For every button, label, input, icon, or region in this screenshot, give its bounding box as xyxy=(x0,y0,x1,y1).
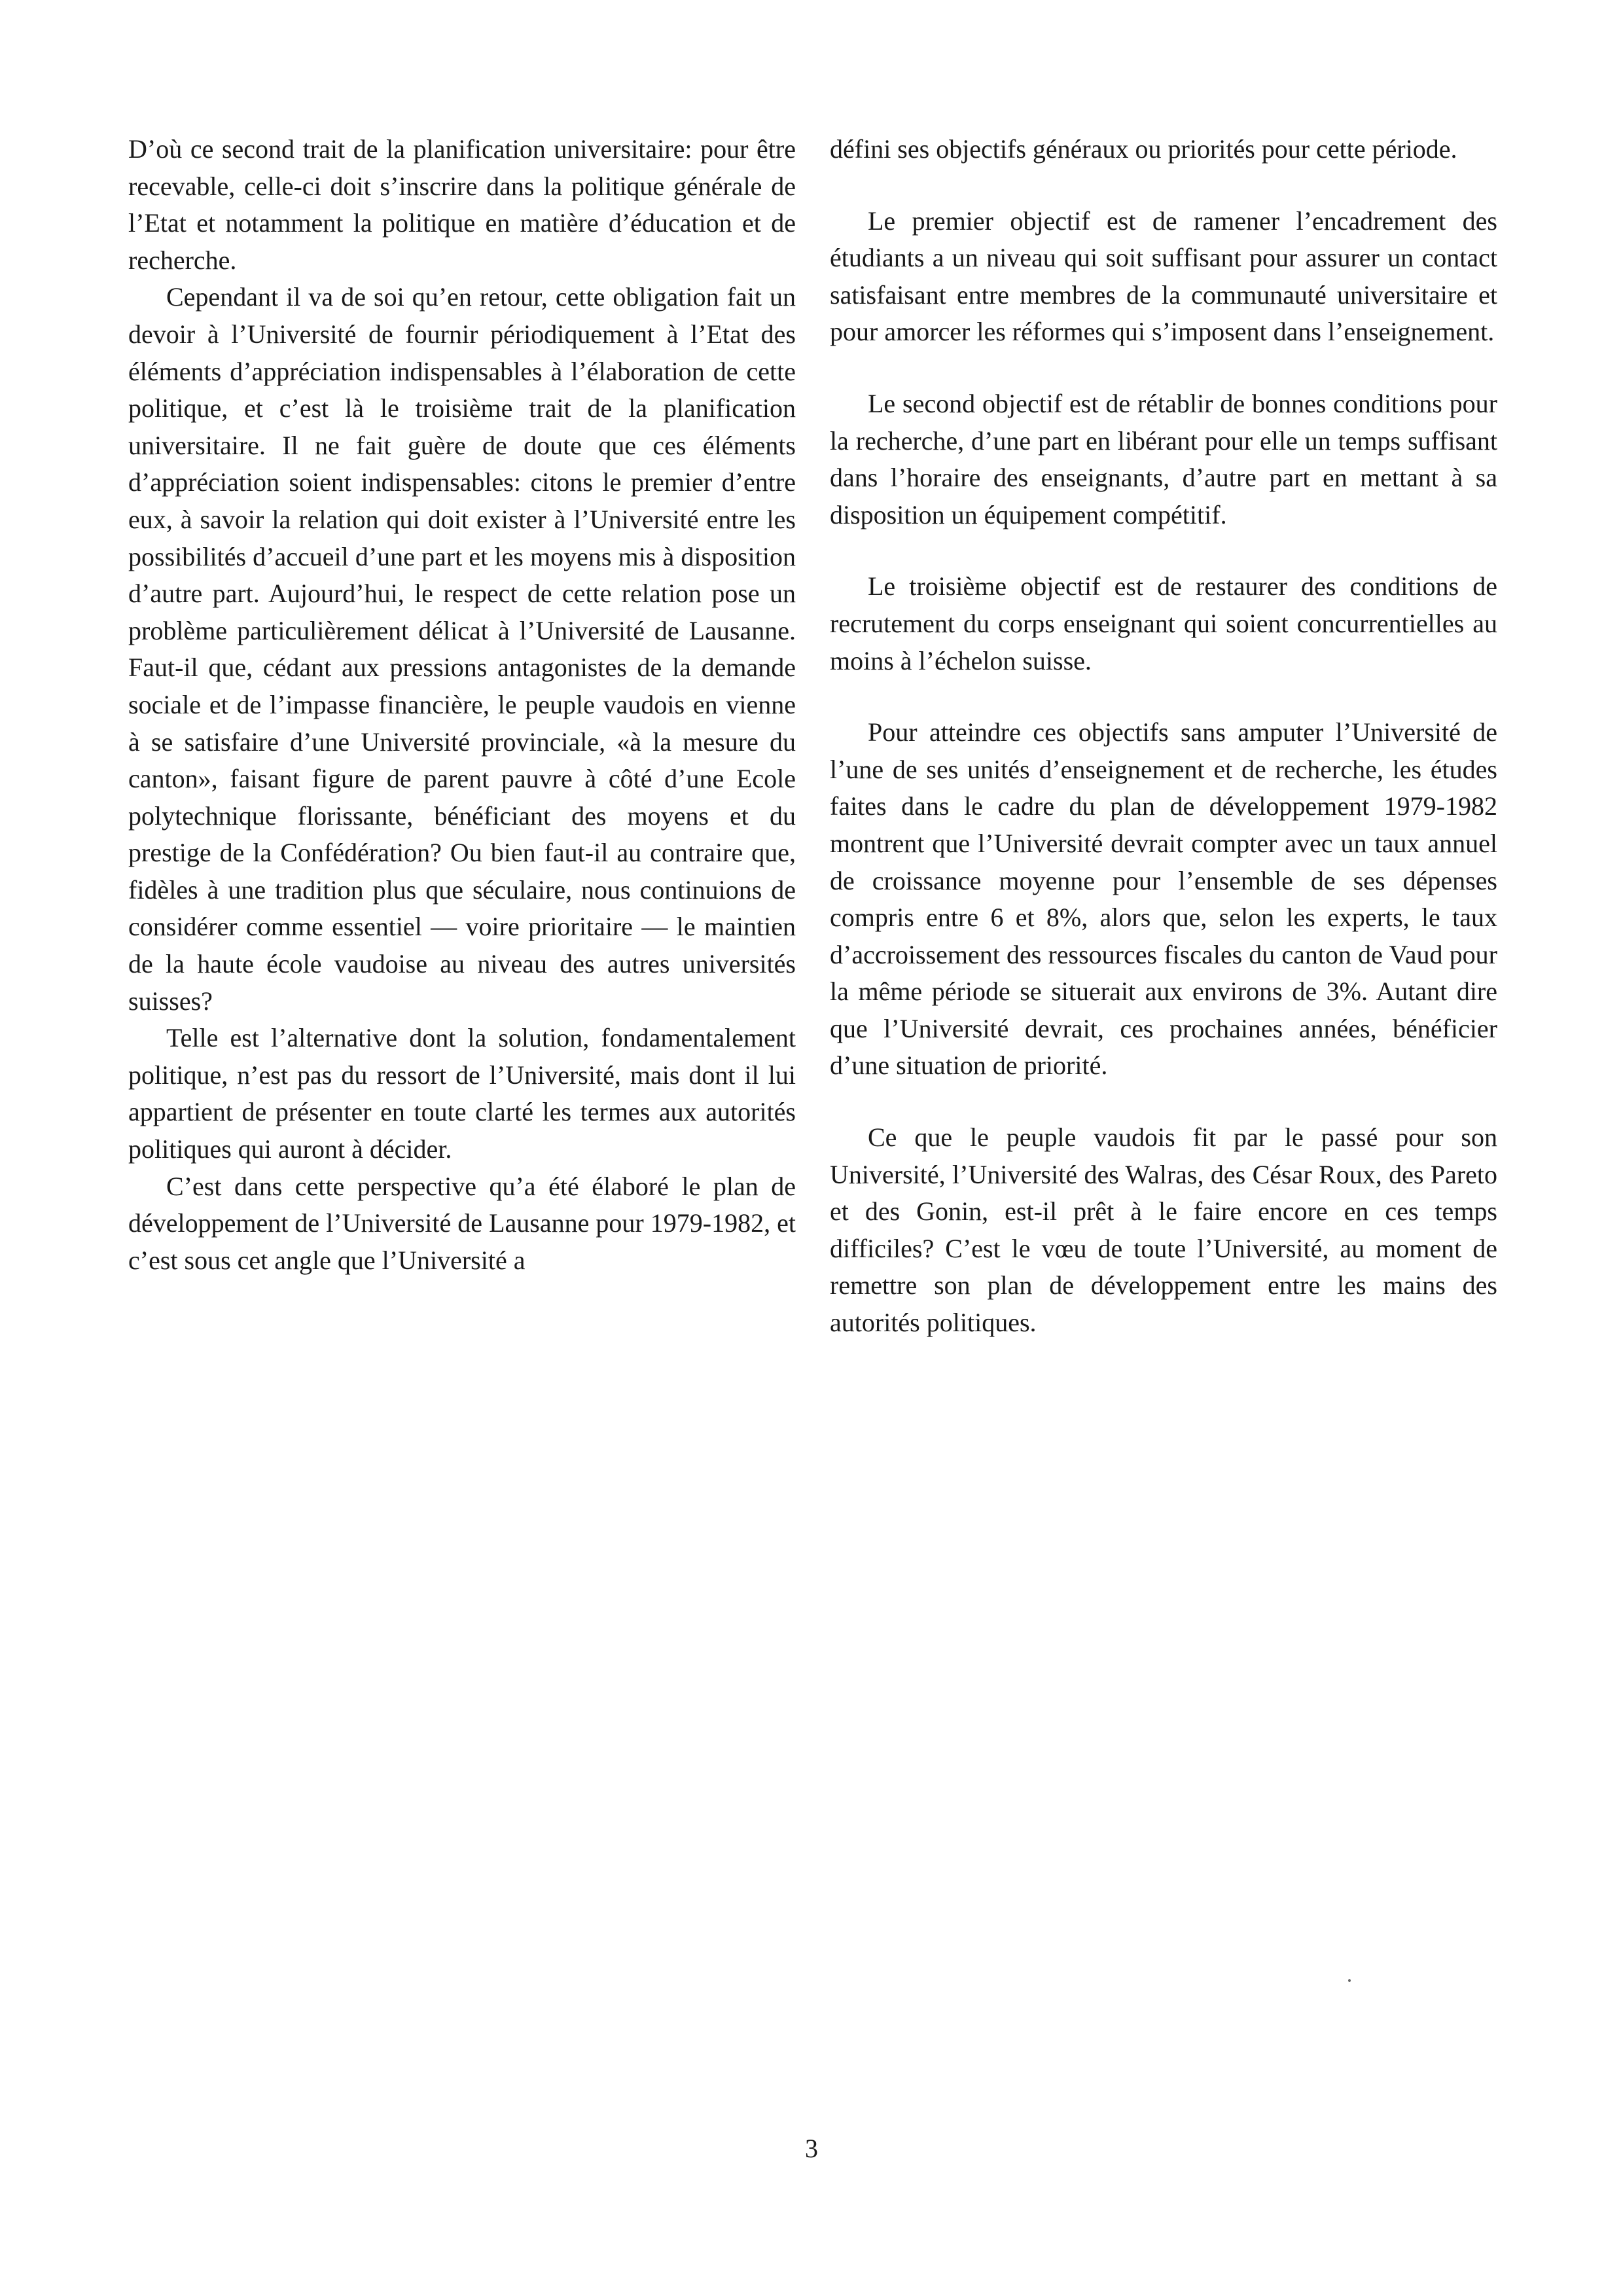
paragraph: D’où ce second trait de la planification universitaire: pour être recevable, celle-ci doit s’inscrire dans la politique générale de l’Etat et notamment la politique en matière d’éducation et de recherche. xyxy=(128,134,796,275)
paragraph: Cependant il va de soi qu’en retour, cette obligation fait un devoir à l’Université de fournir périodiquement à l’Etat des éléments d’appréciation indispensables à l’élaboration de cette politique, et c’est là le troisième trait de la planification universitaire. Il ne fait guère de doute que ces éléments d’appréciation soient indispensables: citons le premier d’entre eux, à savoir la relation qui doit exister à l’Université entre les possibilités d’accueil d’une part et les moyens mis à disposition d’autre part. Aujourd’hui, le respect de cette relation pose un problème particulièrement délicat à l’Université de Lausanne. Faut-il que, cédant aux pressions antagonistes de la demande sociale et de l’impasse financière, le peuple vaudois en vienne à se satisfaire d’une Université provinciale, «à la mesure du canton», faisant figure de parent pauvre à côté d’une Ecole polytechnique florissante, bénéficiant des moyens et du prestige de la Confédération? Ou bien faut-il au contraire que, fidèles à une tradition plus que séculaire, nous continuions de considérer comme essentiel — voire prioritaire — le maintien de la haute école vaudoise au niveau des autres universités suisses? xyxy=(128,282,796,1016)
right-text-column xyxy=(830,131,1497,1342)
paragraph: C’est dans cette perspective qu’a été élaboré le plan de développement de l’Université de Lausanne pour 1979-1982, et c’est sous cet angle que l’Université a xyxy=(128,1171,796,1275)
paragraph: Telle est l’alternative dont la solution, fondamentalement politique, n’est pas du ressort de l’Université, mais dont il lui appartient de présenter en toute clarté les termes aux autorités politiques qui auront à décider. xyxy=(128,1023,796,1164)
paragraph: Le second objectif est de rétablir de bonnes conditions pour la recherche, d’une part en libérant pour elle un temps suffisant dans l’horaire des enseignants, d’autre part en mettant à sa disposition un équipement compétitif. xyxy=(830,388,1497,529)
scan-speck xyxy=(1348,1979,1351,1982)
paragraph: Le troisième objectif est de restaurer des conditions de recrutement du corps enseignant qui soient concurrentielles au moins à l’échelon suisse. xyxy=(830,571,1497,675)
paragraph: Le premier objectif est de ramener l’encadrement des étudiants a un niveau qui soit suffisant pour assurer un contact satisfaisant entre membres de la communauté universitaire et pour amorcer les réformes qui s’imposent dans l’enseignement. xyxy=(830,206,1497,347)
paragraph: Pour atteindre ces objectifs sans amputer l’Université de l’une de ses unités d’enseignement et de recherche, les études faites dans le cadre du plan de développement 1979-1982 montrent que l’Université devrait compter avec un taux annuel de croissance moyenne pour l’ensemble de ses dépenses compris entre 6 et 8%, alors que, selon les experts, le taux d’accroissement des ressources fiscales du canton de Vaud pour la même période se situerait aux environs de 3%. Autant dire que l’Université devrait, ces prochaines années, bénéficier d’une situation de priorité. xyxy=(830,717,1497,1081)
paragraph: Ce que le peuple vaudois fit par le passé pour son Université, l’Université des Walras, des César Roux, des Pareto et des Gonin, est-il prêt à le faire encore en ces temps difficiles? C’est le vœu de toute l’Université, au moment de remettre son plan de développement entre les mains des autorités politiques. xyxy=(830,1122,1497,1338)
page-number: 3 xyxy=(805,2134,818,2163)
paragraph: défini ses objectifs généraux ou priorités pour cette période. xyxy=(830,134,1457,164)
left-text-column xyxy=(128,131,796,1279)
